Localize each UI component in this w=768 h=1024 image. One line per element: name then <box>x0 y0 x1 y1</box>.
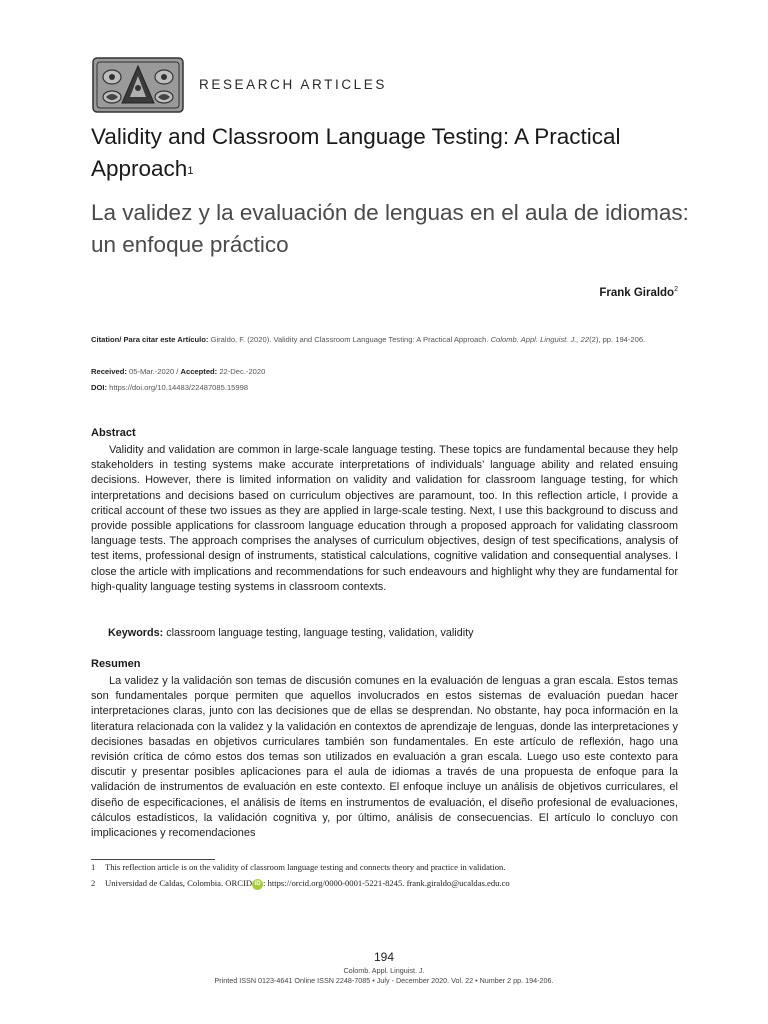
accepted-date: 22-Dec.-2020 <box>217 367 266 376</box>
citation-text: Giraldo, F. (2020). Validity and Classroom Language Testing: A Practical Approach. <box>208 335 491 344</box>
footnote-number: 2 <box>91 878 96 888</box>
doi-line <box>91 380 681 396</box>
article-title-spanish: La validez y la evaluación de lenguas en el aula de idiomas: un enfoque práctico <box>91 200 689 257</box>
resumen-body: La validez y la validación son temas de discusión comunes en la evaluación de lenguas a gran escala. Estos temas son fundamentales porque permiten que aquellos involucrados en estos sistemas de evaluación puedan hacer interpretaciones claras, junto con las decisiones que de ellas se desprendan. No obstante, hay poca información en la literatura relacionada con la validez y la validación en contextos de aprendizaje de lenguas, donde las interpretaciones y decisiones basadas en objetivos curriculares también son fundamentales. En este artículo de reflexión, hago una revisión crítica de cómo estos dos temas son utilizados en evaluación a gran escala. Luego uso este contexto para discutir y presentar posibles aplicaciones para el aula de idiomas a través de una propuesta de enfoque para la validación de instrumentos de evaluación en este contexto. El enfoque incluye un análisis de objetivos curriculares, el diseño de especificaciones, el análisis de ítems en instrumentos de evaluación, el diseño profesional de evaluaciones, cálculos estadísticos, la validación cognitiva y, por último, análisis de consecuencias. El artículo lo concluyo con implicaciones y recomendaciones <box>91 675 678 840</box>
title-text: Validity and Classroom Language Testing: A Practical Approach <box>91 124 621 181</box>
resumen-heading: Resumen <box>91 658 141 670</box>
citation-pages: (2), pp. 194-206. <box>589 335 646 344</box>
title-footnote-marker[interactable]: 1 <box>187 165 194 177</box>
footnote-divider <box>91 859 215 860</box>
author-footnote-marker[interactable]: 2 <box>674 286 678 293</box>
citation-label: Citation/ Para citar este Artículo: <box>91 335 209 344</box>
received-label: Received: <box>91 367 127 376</box>
author-name <box>599 287 678 299</box>
author-text: Frank Giraldo <box>599 287 675 299</box>
section-label: RESEARCH ARTICLES <box>199 77 387 92</box>
orcid-icon[interactable]: iD <box>252 879 263 890</box>
footnote-number: 1 <box>91 862 96 872</box>
citation-line <box>91 332 681 348</box>
abstract-body: Validity and validation are common in large-scale language testing. These topics are fundamental because they help stakeholders in testing systems make accurate interpretations of individuals’ language ability and related ensuing decisions. However, there is limited information on validity and validation for classroom language testing, for which interpretations and decisions based on curriculum objectives are paramount, too. In this reflection article, I provide a critical account of these two issues as they are applied in large-scale testing. Next, I use this background to discuss and provide possible applications for classroom language education through a proposed approach for validating classroom language tests. The approach comprises the analyses of curriculum objectives, design of test specifications, analysis of test items, professional design of instruments, statistical calculations, cognitive validation and consequential analyses. I close the article with implications and recommendations for such endeavours and highlight why they are fundamental for high-quality language testing systems in classroom contexts. <box>91 444 678 593</box>
article-title-english <box>91 121 691 185</box>
journal-logo-icon <box>92 57 184 113</box>
footnote-1 <box>91 862 505 872</box>
abstract-heading: Abstract <box>91 427 136 439</box>
accepted-label: Accepted: <box>180 367 218 376</box>
citation-journal: Colomb. Appl. Linguist. J., 22 <box>490 335 590 344</box>
dates-line <box>91 364 681 380</box>
footnote-text: Universidad de Caldas, Colombia. ORCID <box>105 878 253 888</box>
keywords-line <box>108 627 474 639</box>
received-date: 05-Mar.-2020 / <box>126 367 181 376</box>
doi-link[interactable]: https://doi.org/10.14483/22487085.15998 <box>107 383 249 392</box>
page-number: 194 <box>373 950 395 964</box>
keywords-text: classroom language testing, language testing, validation, validity <box>163 627 474 639</box>
footnote-orcid-link[interactable]: : https://orcid.org/0000-0001-5221-8245. frank.giraldo@ucaldas.edu.co <box>263 878 510 888</box>
footnote-2 <box>91 878 510 890</box>
footer-issn: Printed ISSN 0123-4641 Online ISSN 2248-7085 • July - December 2020. Vol. 22 • Number 2 pp. 194-206. <box>214 976 554 985</box>
footnote-text: This reflection article is on the validity of classroom language testing and connects theory and practice in validation. <box>105 862 506 872</box>
doi-label: DOI: <box>91 383 108 392</box>
keywords-label: Keywords: <box>108 627 164 639</box>
footer-journal: Colomb. Appl. Linguist. J. <box>343 966 425 975</box>
